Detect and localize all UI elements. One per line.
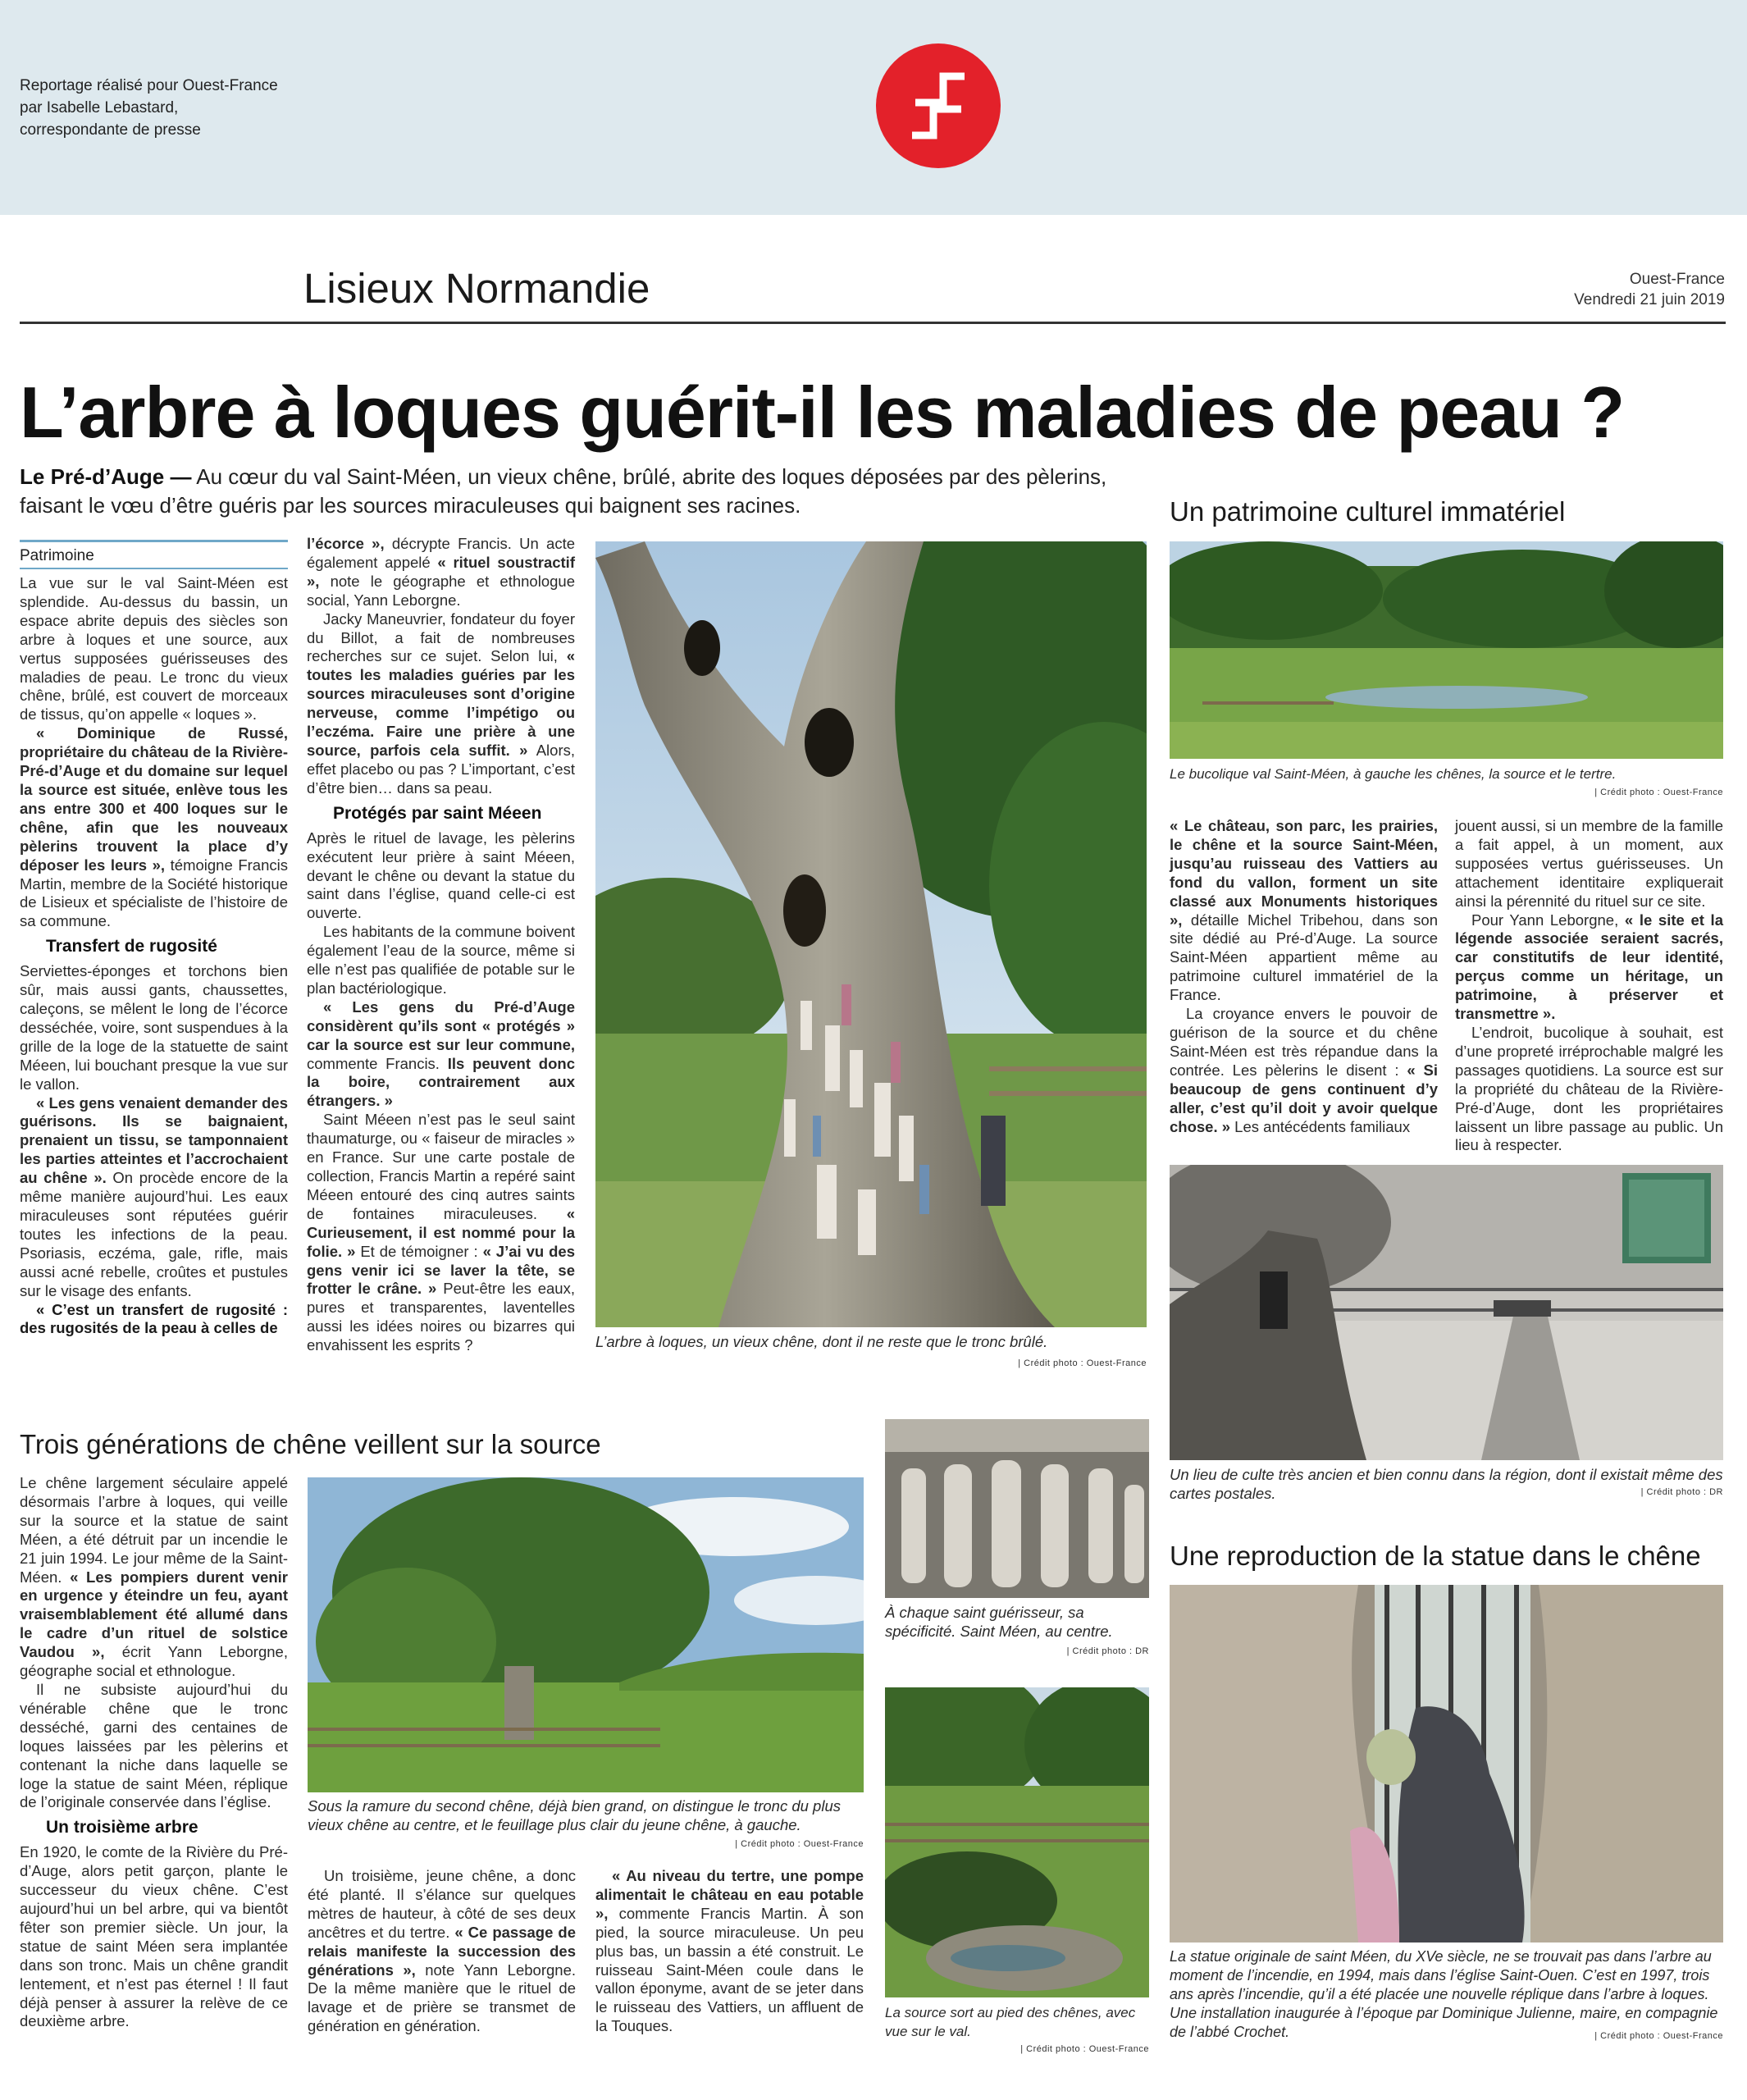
paragraph: L’endroit, bucolique à souhait, est d’une propreté irréprochable malgré les passages quotidiens. La source est sur la propriété du château de la Rivière-Pré-d’Auge, dont les propriétaires laissent un libre passage au public. Un lieu à respecter. bbox=[1455, 1023, 1723, 1154]
valley-photo-credit: | Crédit photo : Ouest-France bbox=[1594, 788, 1723, 797]
subheading: Un troisième arbre bbox=[46, 1818, 198, 1838]
subheading: Protégés par saint Méeen bbox=[333, 803, 542, 823]
trois-generations-column bbox=[20, 1474, 288, 2031]
paragraph: Le chêne largement séculaire appelé désormais l’arbre à loques, qui veille sur la source et la statue de saint Méen, a été détruit par un incendie le 21 juin 1994. Le jour même de la Saint-Méen. « Les pompiers durent venir en urgence y éteindre un feu, ayant vraisemblablement été allumé dans le cadre d’un rituel de solstice Vaudou », écrit Yann Leborgne, géographe social et ethnologue. bbox=[20, 1474, 288, 1680]
postcard-photo bbox=[1170, 1165, 1723, 1460]
section-heading-statue: Une reproduction de la statue dans le chêne bbox=[1170, 1541, 1701, 1571]
paragraph: Saint Méeen n’est pas le seul saint thaumaturge, ou « faiseur de miracles » en France. Sur une carte postale de collection, Francis Martin a repéré saint Méeen entouré des cinq autres saints de fontaines miraculeuses. « Curieusement, il est nommé pour la folie. » Et de témoigner : « J’ai vu des gens venir ici se laver la tête, se frotter le crâne. » Peut-être les eaux, pures et transparentes, laventelles aussi les idées noires ou bizarres qui envahissent les esprits ? bbox=[307, 1111, 575, 1354]
article-column-1 bbox=[20, 574, 288, 1338]
paragraph: La croyance envers le pouvoir de guérison de la source et du chêne Saint-Méen est très répandue dans la contrée. Les pèlerins le disent : « Si beaucoup de gens continuent d’y aller, c’est qu’il doit y avoir quelque chose. » Les antécédents familiaux bbox=[1170, 1005, 1438, 1135]
paper-info bbox=[1574, 269, 1725, 310]
paragraph: « C’est un transfert de rugosité : des rugosités de la peau à celles de bbox=[20, 1300, 288, 1337]
second-oak-photo bbox=[308, 1477, 864, 1792]
valley-photo-caption: Le bucolique val Saint-Méen, à gauche les chênes, la source et le tertre. bbox=[1170, 766, 1617, 782]
paragraph: Après le rituel de lavage, les pèlerins exécutent leur prière à saint Méeen, devant le chêne ou devant la statue du saint dans l’église, quand celle-ci est ouverte. bbox=[307, 829, 575, 922]
headline: L’arbre à loques guérit-il les maladies de peau ? bbox=[20, 372, 1625, 453]
section-title: Lisieux Normandie bbox=[303, 265, 650, 312]
paragraph: En 1920, le comte de la Rivière du Pré-d’Auge, alors petit garçon, plante le successeur du vieux chêne. C’est aujourd’hui un bel arbre, qui va bientôt fêter son premier siècle. Un jour, la statue de saint Méen sera implantée dans son tronc. Mais un chêne grandit lentement, et n’est pas éternel ! Il faut déjà penser à assurer la relève de ce deuxième arbre. bbox=[20, 1843, 288, 2030]
paragraph: Pour Yann Leborgne, « le site et la légende associée seraient sacrés, car constitutifs de leur identité, perçus comme un héritage, un patrimoine, à préserver et transmettre ». bbox=[1455, 911, 1723, 1023]
postcard-caption: Un lieu de culte très ancien et bien connu dans la région, dont il existait même des cartes postales. bbox=[1170, 1466, 1723, 1502]
source-photo bbox=[885, 1687, 1149, 1997]
paragraph: Un troisième, jeune chêne, a donc été planté. Il s’élance sur quelques mètres de hauteur, à côté de ses deux ancêtres et du tertre. « Ce passage de relais manifeste la succession des générations », note Yann Leborgne. De la même manière que le rituel de lavage et de prière se transmet de génération en génération. bbox=[308, 1867, 576, 2035]
source-caption: La source sort au pied des chênes, avec vue sur le val. bbox=[885, 2005, 1136, 2039]
source-credit: | Crédit photo : Ouest-France bbox=[1020, 2044, 1149, 2054]
paragraph: l’écorce », décrypte Francis. Un acte également appelé « rituel soustractif », note le géographe et ethnologue social, Yann Leborgne. bbox=[307, 535, 575, 609]
paragraph: « Les gens venaient demander des guérisons. Ils se baignaient, prenaient un tissu, se tamponnaient les parties atteintes et l’accrochaient au chêne ». On procède encore de la même manière aujourd’hui. Les eaux miraculeuses sont réputées guérir toutes les infections de la peau. Psoriasis, eczéma, gale, rifle, mais aussi acné rebelle, croûtes et pustules sur le visage des enfants. bbox=[20, 1093, 289, 1299]
paragraph: « Le château, son parc, les prairies, le chêne et la source Saint-Méen, jusqu’au ruisseau des Vattiers au fond du vallon, forment un site classé aux Monuments historiques », détaille Michel Tribehou, dans son site dédié au Pré-d’Auge. La source Saint-Méen appartient même au patrimoine culturel immatériel de la France. bbox=[1170, 817, 1438, 1004]
main-photo-credit: | Crédit photo : Ouest-France bbox=[1018, 1358, 1147, 1368]
section-heading-patrimoine: Un patrimoine culturel immatériel bbox=[1170, 496, 1566, 527]
lede-place: Le Pré-d’Auge — bbox=[20, 464, 192, 489]
paragraph: La vue sur le val Saint-Méen est splendide. Au-dessus du bassin, un espace abrite depuis des siècles son arbre à loques et une source, aux vertus supposées guérisseuses des maladies de peau. Le tronc du vieux chêne, brûlé, est couvert de morceaux de tissus, qu’on appelle « loques ». bbox=[20, 574, 288, 724]
paragraph: Les habitants de la commune boivent également l’eau de la source, même si elle n’est pas qualifiée de potable sur le plan bactériologique. bbox=[307, 923, 575, 997]
relais-column bbox=[308, 1867, 576, 2036]
valley-photo bbox=[1170, 541, 1723, 759]
ouest-france-logo bbox=[876, 43, 1001, 168]
main-tree-photo bbox=[595, 541, 1147, 1327]
saints-credit: | Crédit photo : DR bbox=[1066, 1646, 1149, 1656]
statue-credit: | Crédit photo : Ouest-France bbox=[1594, 2031, 1723, 2041]
paragraph: « Les gens du Pré-d’Auge considèrent qu’ils sont « protégés » car la source est sur leur commune, commente Francis. Ils peuvent donc la boire, contrairement aux étrangers. » bbox=[307, 998, 575, 1110]
paragraph: jouent aussi, si un membre de la famille a fait appel, à un moment, aux supposées vertus guérisseuses. Un attachement identitaire expliquerait ainsi la pérennité du rituel sur ce site. bbox=[1455, 817, 1723, 910]
masthead-rule bbox=[20, 322, 1726, 324]
second-oak-credit: | Crédit photo : Ouest-France bbox=[735, 1839, 864, 1849]
paragraph: Jacky Maneuvrier, fondateur du foyer du Billot, a fait de nombreuses recherches sur ce sujet. Selon lui, « toutes les maladies guéries par les sources miraculeuses sont d’origine nerveuse, comme l’impétigo ou l’eczéma. Faire une prière à une source, parfois cela suffit. » Alors, effet placebo ou pas ? L’important, c’est d’être bien… dans sa peau. bbox=[307, 609, 575, 797]
second-oak-caption: Sous la ramure du second chêne, déjà bien grand, on distingue le tronc du plus vieux chêne au centre, et le feuillage plus clair du jeune chêne, à gauche. bbox=[308, 1797, 841, 1833]
main-photo-caption: L’arbre à loques, un vieux chêne, dont il ne reste que le tronc brûlé. bbox=[595, 1333, 1048, 1350]
saints-photo bbox=[885, 1419, 1149, 1598]
saints-caption: À chaque saint guérisseur, sa spécificité. Saint Méen, au centre. bbox=[885, 1604, 1113, 1640]
paragraph: « Dominique de Russé, propriétaire du château de la Rivière-Pré-d’Auge et du domaine sur lequel la source est située, enlève tous les ans entre 300 et 400 loques sur le chêne, afin que les nouveaux pèlerins trouvent la place d’y déposer les leurs », témoigne Francis Martin, membre de la Société historique de Lisieux et spécialiste de l’histoire de sa commune. bbox=[20, 724, 288, 930]
kicker: Patrimoine bbox=[20, 540, 288, 566]
reporter-credit: Reportage réalisé pour Ouest-France par Isabelle Lebastard, correspondante de presse bbox=[20, 77, 278, 139]
paragraph: Il ne subsiste aujourd’hui du vénérable chêne que le tronc desséché, garni des centaines de loques laissées par les pèlerins et contenant la niche dans laquelle se loge la statue de saint Méen, réplique de l’originale conservée dans l’église. bbox=[20, 1680, 288, 1811]
paragraph: Serviettes-éponges et torchons bien sûr, mais aussi gants, chaussettes, caleçons, se mêlent le long de l’écorce desséchée, voire, sont suspendues à la grille de la loge de la statuette de saint Méeen, lui bouchant presque la vue sur le vallon. bbox=[20, 962, 288, 1093]
postcard-credit: | Crédit photo : DR bbox=[1640, 1487, 1723, 1497]
paragraph: « Au niveau du tertre, une pompe alimentait le château en eau potable », commente Francis Martin. À son pied, la source miraculeuse. Un peu plus bas, un bassin a été construit. Le ruisseau Saint-Méen coule dans le vallon éponyme, avant de se jeter dans le ruisseau des Vattiers, un affluent de la Touques. bbox=[595, 1867, 864, 2035]
article-column-2 bbox=[307, 535, 575, 1355]
patrimoine-column-2 bbox=[1455, 817, 1723, 1155]
tertre-column bbox=[595, 1867, 864, 2036]
subheading: Transfert de rugosité bbox=[46, 937, 217, 956]
lede bbox=[20, 463, 1160, 520]
patrimoine-column-1 bbox=[1170, 817, 1438, 1136]
paper-name: Ouest-France bbox=[1629, 271, 1725, 288]
section-heading-trois-generations: Trois générations de chêne veillent sur la source bbox=[20, 1429, 601, 1459]
paper-date: Vendredi 21 juin 2019 bbox=[1574, 291, 1725, 308]
statue-photo bbox=[1170, 1585, 1723, 1942]
lede-text: Au cœur du val Saint-Méen, un vieux chêne, brûlé, abrite des loques déposées par des pèlerins, faisant le vœu d’être guéris par les sources miraculeuses qui baignent ses racines. bbox=[20, 464, 1107, 518]
statue-caption: La statue originale de saint Méen, du XVe siècle, ne se trouvait pas dans l’arbre au moment de l’incendie, en 1994, mais dans l’église Saint-Ouen. C’est en 1997, trois ans après l’incendie, qu’il a été placée une nouvelle réplique dans l’arbre à loques. Une installation inaugurée à l’époque par Dominique Julienne, maire, en compagnie de l’abbé Crochet. bbox=[1170, 1948, 1718, 2040]
